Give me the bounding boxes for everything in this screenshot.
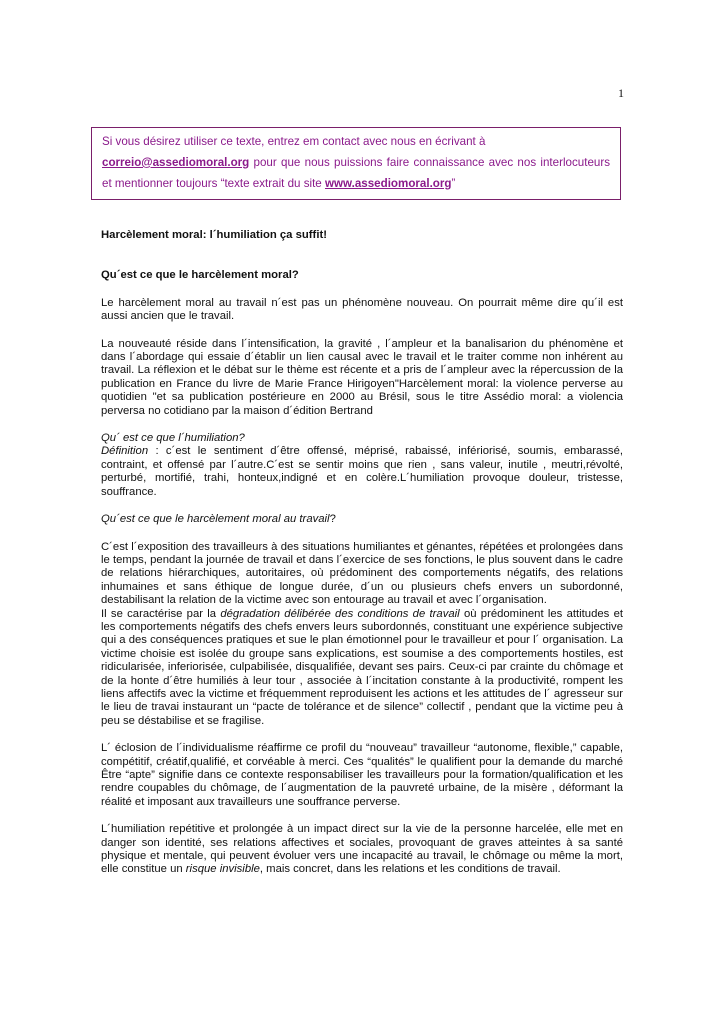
section-heading-harcelement: Qu´est ce que le harcèlement moral? bbox=[101, 269, 299, 282]
paragraph-impact bbox=[101, 823, 623, 877]
notice-intro: Si vous désirez utiliser ce texte, entrez em contact avec nous en écrivant à bbox=[102, 135, 486, 148]
impact-start: L´humiliation repétitive et prolongée à un impact direct sur la vie de la personne harcelée, elle met en danger son identité, ses relations affectives et sociales, provoquant de graves atteintes à sa santé physique et mentale, qui peuvent évoluer vers une incapacité au travail, le chômage ou même la mort, elle constitue un bbox=[101, 823, 623, 876]
impact-end: , mais concret, dans les relations et les conditions de travail. bbox=[259, 863, 561, 876]
document-body bbox=[101, 229, 623, 877]
notice-middle: pour que nous puissions faire connaissance avec nos interlocuteurs et mentionner toujours “texte extrait du site bbox=[102, 155, 610, 190]
document-title: Harcèlement moral: l´humiliation ça suffit! bbox=[101, 229, 327, 241]
email-link[interactable]: correio@assediomoral.org bbox=[102, 155, 250, 169]
section-heading-travail bbox=[101, 513, 623, 526]
paragraph-exposition: C´est l´exposition des travailleurs à des situations humiliantes et génantes, répétées et prolongées dans le temps, pendant la journée de travail et dans l´exercice de ses fonctions, le plus souvent dans le cadre de relations hiérarchiques, autoritaires, où prédominent des comportements négatifs, des relations inhumaines et sans éthique de longue durée, d´un ou plusieurs chefs envers un subordonné, destabilisant la relation de la victime avec son entourage au travail et avec l´organisation. bbox=[101, 540, 623, 607]
travail-question-mark: ? bbox=[329, 513, 336, 526]
contact-notice-box bbox=[91, 127, 621, 200]
impact-emphasis: risque invisible bbox=[185, 863, 260, 876]
section-heading-humiliation bbox=[101, 432, 623, 445]
caracterise-start: Il se caractérise par la bbox=[101, 607, 221, 620]
definition-text: : c´est le sentiment d´être offensé, méprisé, rabaissé, infériorisé, soumis, embarassé, contraint, et offensé par l´autre.C´est se sentir moins que rien , sans valeur, inutile , meutri,révolté, perturbé, mortifié, trahi, honteux,indigné et en colère.L´humiliation provoque douleur, tristesse, souffrance. bbox=[101, 445, 623, 498]
paragraph-definition bbox=[101, 445, 623, 499]
definition-label: Définition bbox=[101, 445, 149, 458]
notice-end: ” bbox=[451, 176, 456, 190]
site-link[interactable]: www.assediomoral.org bbox=[324, 176, 452, 190]
caracterise-rest: où prédominent les attitudes et les comportements négatifs des chefs envers leurs subordonnés, constituant une expérience subjective qui a des conséquences pratiques et sue le plan émotionnel pour le travailleur et pour l´ organisation. La victime choisie est isolée du groupe sans explications, est soumise a des comportements hostiles, est ridicularisée, inferiorisée, culpabilisée, disqualifiée, devant ses pairs. Ceux-ci par crainte du chômage et de la honte d´être humiliés à leur tour , associée à l´incitation constante à la productivité, rompent les liens affectifs avec la victime et fréquemment reproduisent les actions et les attitudes de l´ agresseur sur le lieu de travai instaurant un “pacte de tolérance et de silence” collectif , pendant que la victime peu à peu se déstabilise et se fragilise. bbox=[101, 607, 623, 727]
paragraph-caracterise bbox=[101, 608, 623, 729]
travail-question: Qu´est ce que le harcèlement moral au travail bbox=[101, 513, 330, 526]
caracterise-emphasis: dégradation délibérée des conditions de travail bbox=[220, 607, 460, 620]
paragraph-intro: Le harcèlement moral au travail n´est pas un phénomène nouveau. On pourrait même dire qu´il est aussi ancien que le travail. bbox=[101, 296, 623, 323]
paragraph-individualisme: L´ éclosion de l´individualisme réaffirme ce profil du “nouveau” travailleur “autonome, flexible,” capable, compétitif, créatif,qualifié, et corvéable à merci. Ces “qualités” le qualifient pour la demande du marché Être “apte” signifie dans ce contexte responsabiliser les travailleurs pour la formation/qualification et les rendre coupables du chômage, de l´augmentation de la pauvreté urbaine, de la misère , déformant la réalité et imposant aux travailleurs une souffrance perverse. bbox=[101, 742, 623, 808]
paragraph-nouveaute: La nouveauté réside dans l´intensification, la gravité , l´ampleur et la banalisarion du phénomène et dans l´abordage qui essaie d´établir un lien causal avec le travail et le traiter comme non inhérent au travail. La réflexion et le débat sur le thème est récente et a pris de l´ampleur avec la répercussion de la publication en France du livre de Marie France Hirigoyen"Harcèlement moral: la violence perverse au quotidien "et sa publication postérieure en 2000 au Brésil, sous le titre Assédio moral: a violencia perversa no cotidiano par la maison d´édition Bertrand bbox=[101, 337, 623, 417]
page-number: 1 bbox=[618, 86, 624, 100]
humiliation-question: Qu´ est ce que l´humiliation? bbox=[101, 432, 245, 445]
